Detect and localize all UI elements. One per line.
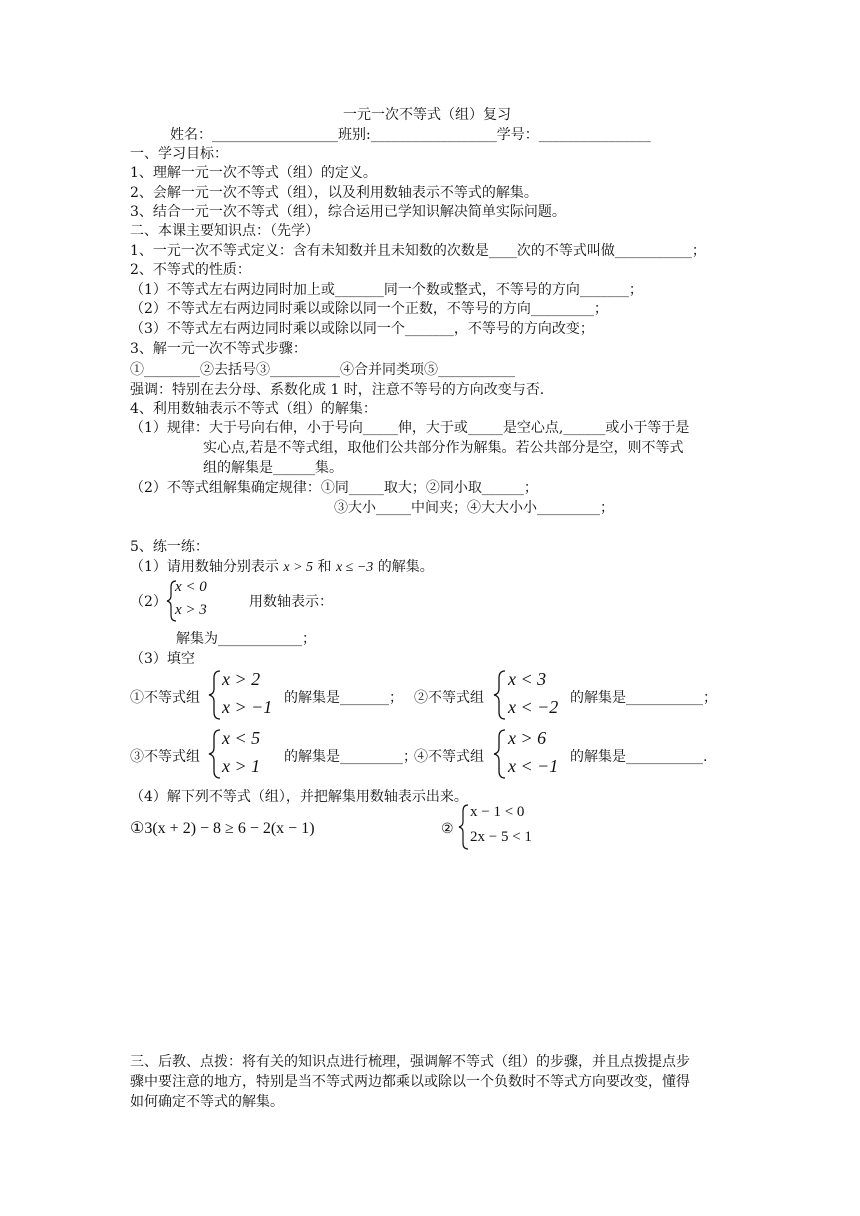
- rule-line-1: （1）规律：大于号向右伸，小于号向_____伸，大于或_____是空心点,______或小于等于是: [130, 420, 690, 436]
- fill-2-brace: [493, 669, 507, 721]
- practice-heading: 5、练一练：: [130, 539, 209, 555]
- q4-ineq-1: x − 1 < 0: [470, 804, 525, 820]
- rule-line-3: 组的解集是______集。: [203, 460, 343, 476]
- fill-1-prefix: ①不等式组: [130, 690, 200, 706]
- fill-1-ineq-1: x > 2: [222, 669, 261, 689]
- fill-4-suffix: 的解集是___________.: [570, 749, 708, 765]
- objective-2: 2、会解一元一次不等式（组），以及利用数轴表示不等式的解集。: [130, 185, 538, 201]
- q2-ineq-2: x > 3: [175, 602, 207, 618]
- q2-ineq-1: x < 0: [175, 579, 207, 595]
- q2-label: （2）: [130, 594, 167, 610]
- fill-4-ineq-1: x > 6: [508, 728, 547, 748]
- section3-line-2: 骤中要注意的地方，特别是当不等式两边都乘以或除以一个负数时不等式方向要改变，懂得: [130, 1074, 690, 1090]
- q4-ineq-2: 2x − 5 < 1: [470, 829, 532, 845]
- fill-1-brace: [208, 669, 222, 721]
- practice-q1: [130, 558, 434, 577]
- q4-label: （4）解下列不等式（组），并把解集用数轴表示出来。: [130, 789, 468, 805]
- rule-line-2: 实心点,若是不等式组，取他们公共部分作为解集。若公共部分是空，则不等式: [203, 440, 684, 456]
- fill-2-ineq-1: x < 3: [508, 669, 547, 689]
- definition-line: 1、一元一次不等式定义：含有未知数并且未知数的次数是____次的不等式叫做___________；: [130, 243, 706, 259]
- section1-heading: 一、学习目标：: [130, 146, 228, 162]
- objective-3: 3、结合一元一次不等式（组），综合运用已学知识解决简单实际问题。: [130, 204, 566, 220]
- property-3: （3）不等式左右两边同时乘以或除以同一个_______，不等号的方向改变；: [130, 321, 594, 337]
- property-2: （2）不等式左右两边同时乘以或除以同一个正数，不等号的方向_________；: [130, 301, 608, 317]
- fill-1-ineq-2: x > −1: [222, 697, 273, 717]
- q1-suffix: 的解集。: [377, 559, 434, 575]
- fill-3-suffix: 的解集是_________；: [284, 749, 417, 765]
- student-info-line: 姓名：__________________班别:__________________学号：________________: [170, 127, 651, 143]
- fill-4-ineq-2: x < −1: [508, 756, 559, 776]
- q4-problem-2-prefix: ②: [441, 821, 454, 837]
- objective-1: 1、理解一元一次不等式（组）的定义。: [130, 165, 377, 181]
- q3-label: （3）填空: [130, 651, 195, 667]
- steps-line: ①________②去括号③__________④合并同类项⑤___________: [130, 362, 515, 378]
- fill-3-prefix: ③不等式组: [130, 749, 200, 765]
- q1-math-2: x ≤ −3: [335, 560, 374, 575]
- fill-2-ineq-2: x < −2: [508, 697, 559, 717]
- q1-math-1: x > 5: [283, 560, 314, 575]
- fill-3-ineq-2: x > 1: [222, 756, 261, 776]
- q2-answer: 解集为____________；: [176, 631, 316, 647]
- system-rule-line-1: （2）不等式组解集确定规律：①同_____取大；②同小取______；: [130, 480, 538, 496]
- q2-number-line-text: 用数轴表示：: [249, 594, 333, 610]
- properties-heading: 2、不等式的性质：: [130, 262, 251, 278]
- steps-heading: 3、解一元一次不等式步骤：: [130, 341, 307, 357]
- system-rule-line-2: ③大小_____中间夹；④大大小小_________；: [334, 500, 614, 516]
- q4-brace: [458, 803, 470, 851]
- section3-line-3: 如何确定不等式的解集。: [130, 1094, 284, 1110]
- section2-heading: 二、本课主要知识点：（先学）: [130, 223, 319, 239]
- fill-3-ineq-1: x < 5: [222, 728, 261, 748]
- q1-prefix: （1）请用数轴分别表示: [130, 559, 279, 575]
- fill-1-suffix: 的解集是_______；: [284, 690, 403, 706]
- fill-4-brace: [493, 728, 507, 780]
- number-line-heading: 4、利用数轴表示不等式（组）的解集：: [130, 401, 377, 417]
- fill-4-prefix: ④不等式组: [414, 749, 484, 765]
- fill-2-prefix: ②不等式组: [414, 690, 484, 706]
- q4-problem-1: ①3(x + 2) − 8 ≥ 6 − 2(x − 1): [130, 820, 315, 837]
- property-1: （1）不等式左右两边同时加上或_______同一个数或整式，不等号的方向_______；: [130, 282, 643, 298]
- section3-line-1: 三、后教、点拨：将有关的知识点进行梳理，强调解不等式（组）的步骤，并且点拨提点步: [130, 1054, 690, 1070]
- fill-2-suffix: 的解集是___________；: [570, 690, 717, 706]
- emphasis-note: 强调：特别在去分母、系数化成 1 时，注意不等号的方向改变与否.: [130, 382, 545, 398]
- q1-mid: 和: [317, 559, 332, 575]
- page-title: 一元一次不等式（组）复习: [343, 107, 511, 123]
- fill-3-brace: [208, 728, 222, 780]
